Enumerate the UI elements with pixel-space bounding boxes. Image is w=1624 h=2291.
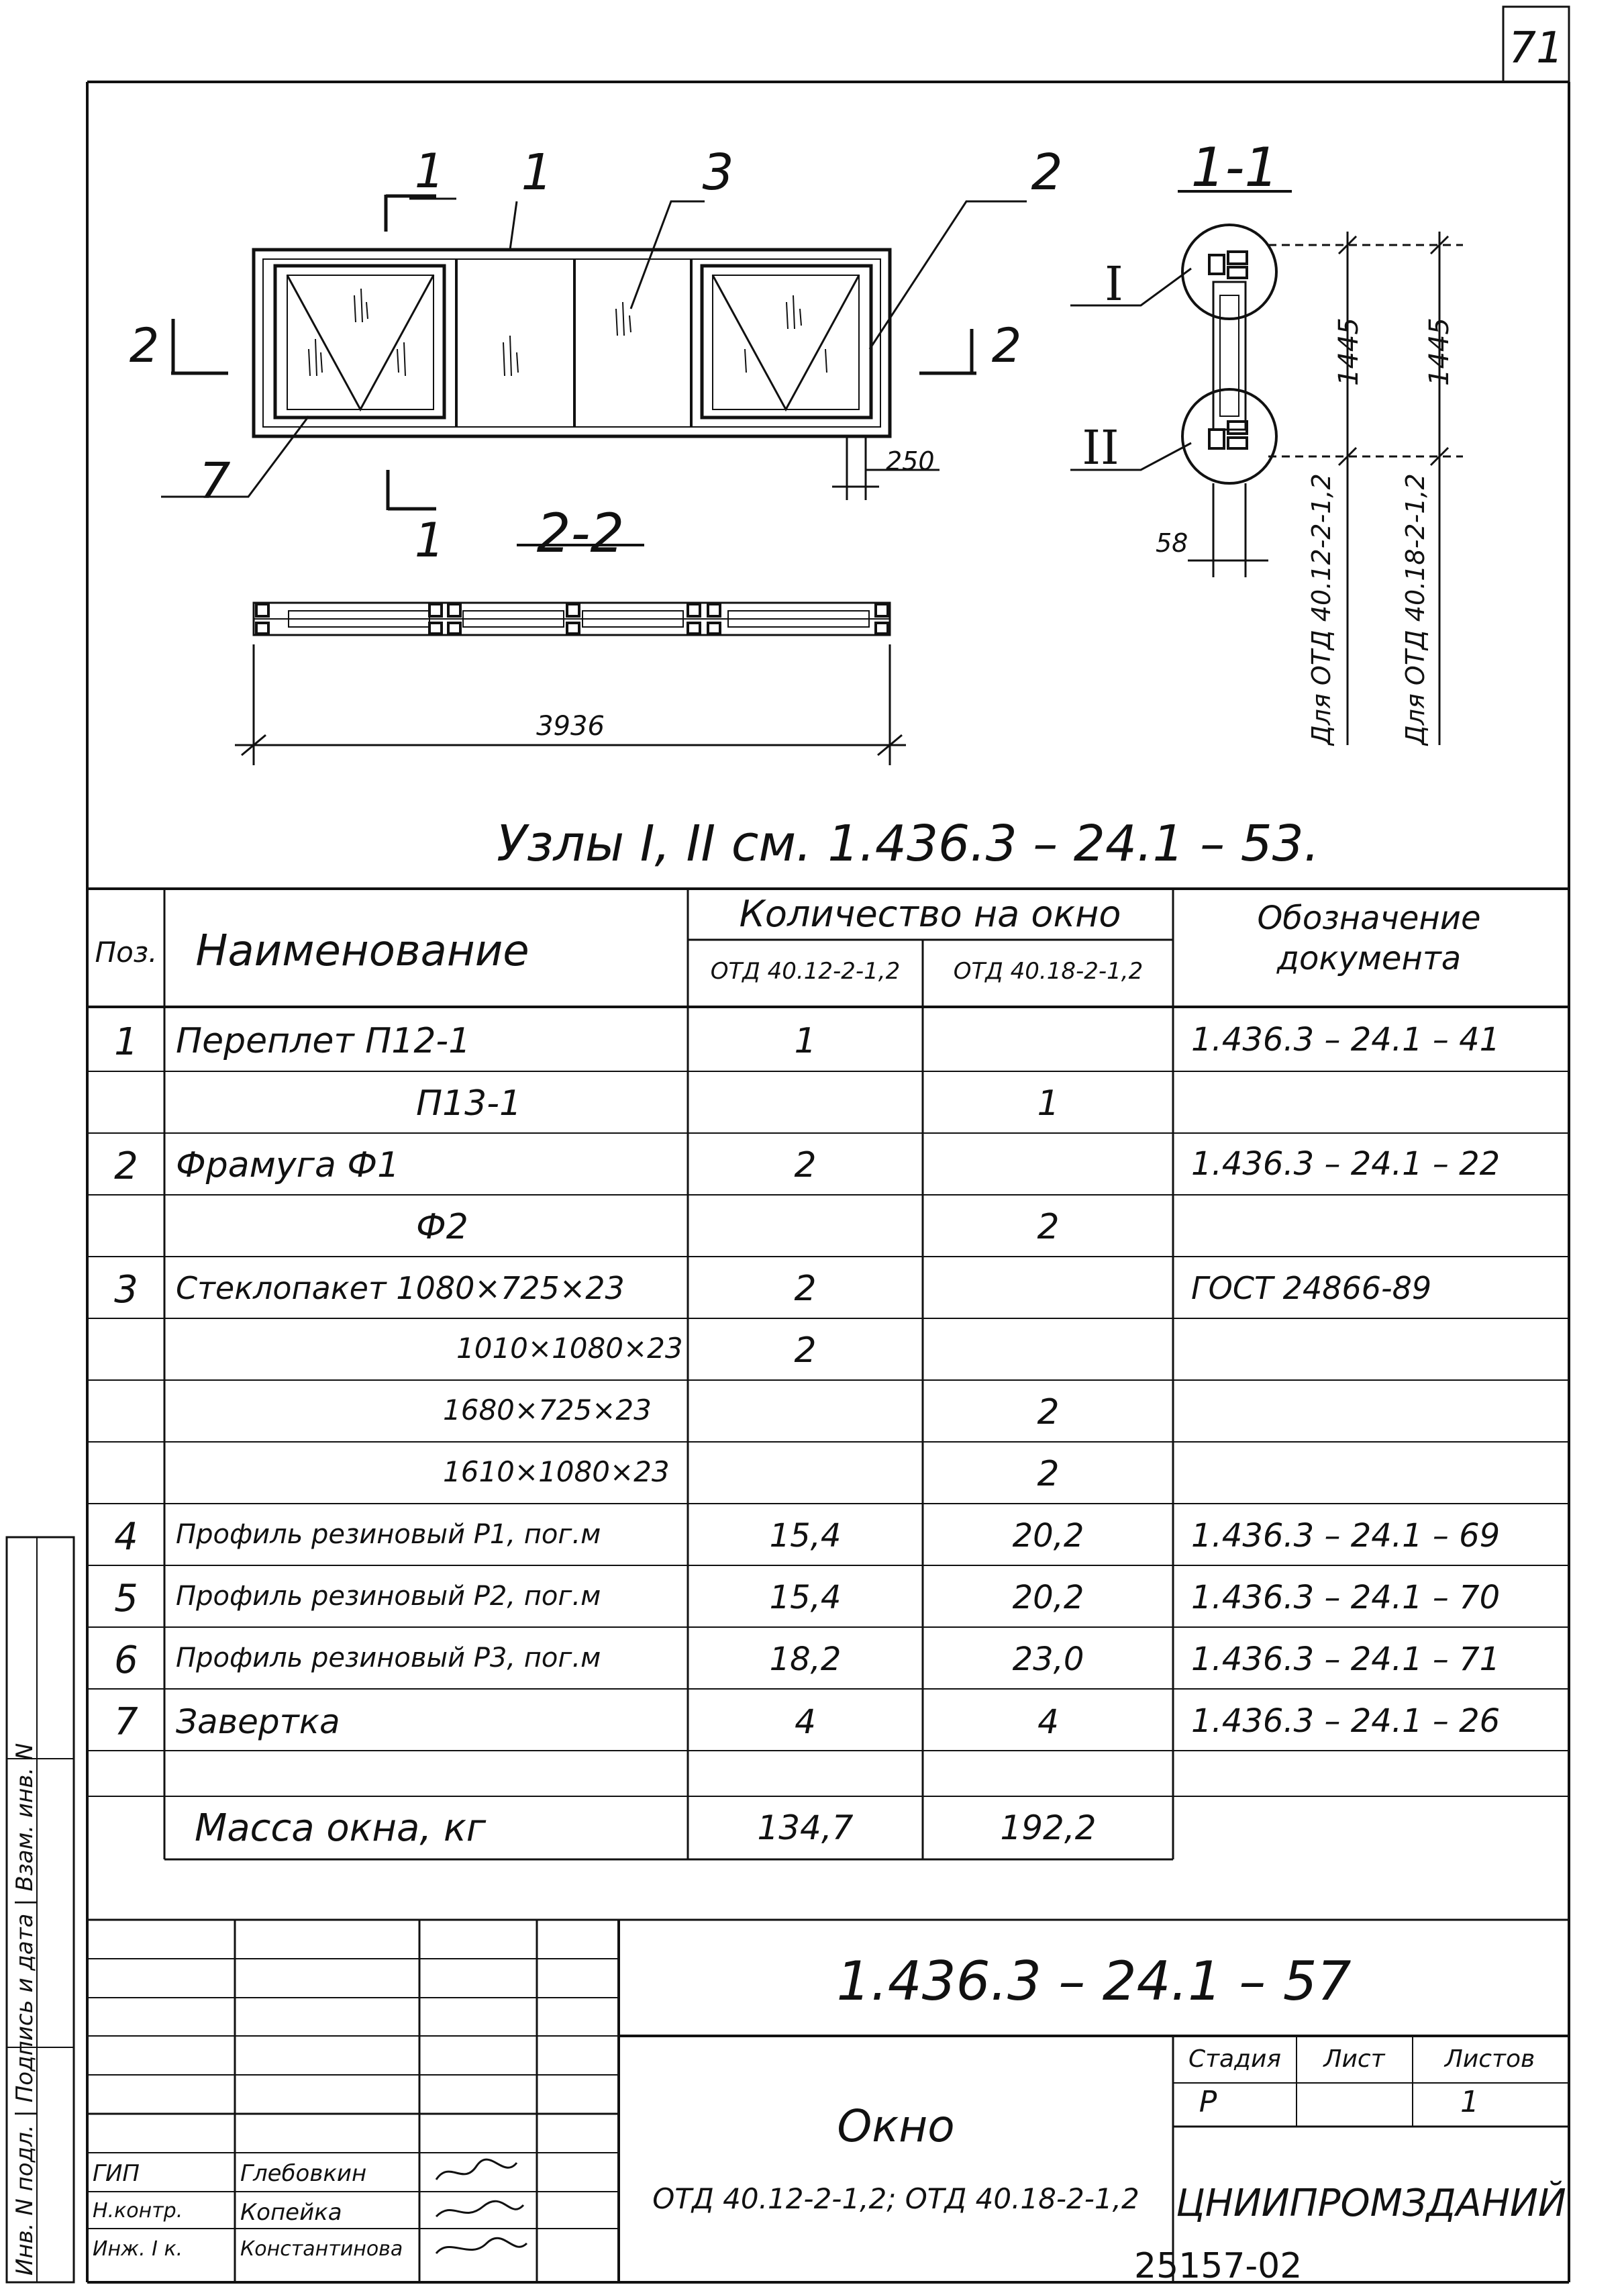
table-cell-doc: 1.436.3 – 24.1 – 22 bbox=[1191, 1145, 1501, 1183]
table-cell-qty-b: 23,0 bbox=[1012, 1641, 1084, 1678]
table-cell-pos: 4 bbox=[114, 1515, 138, 1559]
section-mark-2-right: 2 bbox=[991, 318, 1022, 373]
column-header-quantity: Количество на окно bbox=[739, 893, 1121, 935]
table-cell-doc: 1.436.3 – 24.1 – 26 bbox=[1191, 1702, 1501, 1740]
node-1-label: I bbox=[1105, 256, 1123, 311]
callout-2: 2 bbox=[1031, 144, 1063, 201]
person-name: Константинова bbox=[240, 2237, 403, 2261]
table-cell-doc: 1.436.3 – 24.1 – 71 bbox=[1191, 1641, 1501, 1678]
column-header-name: Наименование bbox=[195, 926, 529, 976]
callout-7: 7 bbox=[199, 452, 231, 510]
table-cell-qty-a: 2 bbox=[794, 1269, 817, 1309]
table-cell-pos: 3 bbox=[114, 1268, 138, 1312]
archive-number: 25157-02 bbox=[1134, 2246, 1303, 2286]
table-cell-pos: 6 bbox=[114, 1639, 138, 1682]
nodes-reference-note: Узлы I, II см. 1.436.3 – 24.1 – 53. bbox=[497, 815, 1320, 873]
node-2-label: II bbox=[1082, 420, 1119, 475]
table-cell-pos: 7 bbox=[114, 1700, 138, 1744]
table-cell-qty-a: 15,4 bbox=[769, 1579, 842, 1616]
role-label: Н.контр. bbox=[93, 2199, 183, 2223]
table-cell-name: П13-1 bbox=[416, 1083, 522, 1124]
table-cell-qty-b: 2 bbox=[1037, 1454, 1060, 1494]
table-cell-qty-a: 18,2 bbox=[769, 1641, 842, 1678]
dimension-1445-b: 1445 bbox=[1424, 318, 1455, 386]
sheet-label: Лист bbox=[1323, 2045, 1385, 2073]
table-cell-qty-b: 2 bbox=[1037, 1392, 1060, 1432]
table-cell-name: Ф2 bbox=[416, 1207, 468, 1247]
table-cell-qty-b: 20,2 bbox=[1012, 1579, 1084, 1616]
sheets-value: 1 bbox=[1460, 2085, 1479, 2119]
table-cell-qty-a: 2 bbox=[794, 1330, 817, 1371]
stage-value: Р bbox=[1199, 2085, 1217, 2119]
column-header-pos: Поз. bbox=[95, 936, 158, 969]
table-cell-doc: 1.436.3 – 24.1 – 69 bbox=[1191, 1517, 1501, 1555]
document-code: 1.436.3 – 24.1 – 57 bbox=[836, 1950, 1352, 2012]
callout-3: 3 bbox=[702, 144, 734, 201]
table-cell-name: Профиль резиновый Р3, пог.м bbox=[176, 1643, 601, 1673]
section-mark-1-top: 1 bbox=[414, 144, 445, 199]
dimension-3936: 3936 bbox=[536, 711, 605, 742]
table-cell-pos: 5 bbox=[114, 1577, 138, 1620]
sheets-label: Листов bbox=[1444, 2045, 1535, 2073]
table-cell-qty-a: 15,4 bbox=[769, 1517, 842, 1555]
column-header-document: Обозначение документа bbox=[1257, 899, 1481, 977]
table-cell-pos: 1 bbox=[114, 1020, 138, 1064]
dimension-1445-a: 1445 bbox=[1333, 318, 1364, 386]
section-1-1-title: 1-1 bbox=[1190, 136, 1279, 199]
table-cell-qty-b: 192,2 bbox=[1000, 1808, 1097, 1847]
dimension-58: 58 bbox=[1156, 528, 1188, 558]
table-cell-name: Переплет П12-1 bbox=[176, 1021, 471, 1061]
table-cell-doc: 1.436.3 – 24.1 – 41 bbox=[1191, 1021, 1501, 1059]
table-cell-name: Профиль резиновый Р1, пог.м bbox=[176, 1519, 601, 1550]
person-name: Глебовкин bbox=[240, 2160, 367, 2187]
side-stamp-strip: Инв. N подл. | Подпись и дата | Взам. инв. N bbox=[11, 1743, 38, 2276]
table-cell-name: 1680×725×23 bbox=[443, 1394, 652, 1426]
role-label: Инж. I к. bbox=[93, 2237, 183, 2261]
table-cell-qty-b: 4 bbox=[1037, 1702, 1059, 1741]
person-name: Копейка bbox=[240, 2199, 342, 2226]
table-cell-doc: ГОСТ 24866-89 bbox=[1191, 1270, 1432, 1306]
sheet-number: 71 bbox=[1509, 23, 1564, 73]
table-cell-name: 1010×1080×23 bbox=[456, 1332, 683, 1365]
section-2-2-title: 2-2 bbox=[536, 502, 625, 565]
table-cell-name: Профиль резиновый Р2, пог.м bbox=[176, 1581, 601, 1612]
table-cell-name: Масса окна, кг bbox=[195, 1806, 487, 1850]
signature-marks bbox=[423, 2153, 537, 2280]
role-label: ГИП bbox=[93, 2160, 140, 2187]
table-cell-qty-b: 20,2 bbox=[1012, 1517, 1084, 1555]
column-header-otd-40-18: ОТД 40.18-2-1,2 bbox=[953, 958, 1144, 985]
organization-name: ЦНИИПРОМЗДАНИЙ bbox=[1176, 2182, 1566, 2225]
section-mark-2-left: 2 bbox=[129, 318, 160, 373]
table-cell-qty-b: 1 bbox=[1037, 1083, 1060, 1124]
column-header-otd-40-12: ОТД 40.12-2-1,2 bbox=[710, 958, 901, 985]
table-cell-qty-b: 2 bbox=[1037, 1207, 1060, 1247]
table-cell-qty-a: 2 bbox=[794, 1145, 817, 1185]
dimension-250: 250 bbox=[886, 446, 935, 476]
table-cell-name: Стеклопакет 1080×725×23 bbox=[176, 1270, 625, 1306]
table-cell-name: Завертка bbox=[176, 1702, 340, 1741]
section-mark-1-bottom: 1 bbox=[414, 513, 445, 568]
table-cell-qty-a: 134,7 bbox=[757, 1808, 854, 1847]
table-cell-qty-a: 4 bbox=[795, 1702, 816, 1741]
table-cell-doc: 1.436.3 – 24.1 – 70 bbox=[1191, 1579, 1501, 1616]
table-cell-qty-a: 1 bbox=[794, 1021, 817, 1061]
table-cell-name: Фрамуга Ф1 bbox=[176, 1145, 400, 1185]
table-cell-pos: 2 bbox=[114, 1144, 138, 1188]
callout-1: 1 bbox=[521, 144, 553, 201]
note-for-otd-40-18: Для ОТД 40.18-2-1,2 bbox=[1401, 473, 1430, 745]
drawing-subtitle: ОТД 40.12-2-1,2; ОТД 40.18-2-1,2 bbox=[652, 2182, 1139, 2215]
table-cell-name: 1610×1080×23 bbox=[443, 1455, 670, 1488]
stage-label: Стадия bbox=[1188, 2045, 1282, 2073]
drawing-title: Окно bbox=[837, 2100, 955, 2152]
note-for-otd-40-12: Для ОТД 40.12-2-1,2 bbox=[1307, 473, 1336, 745]
